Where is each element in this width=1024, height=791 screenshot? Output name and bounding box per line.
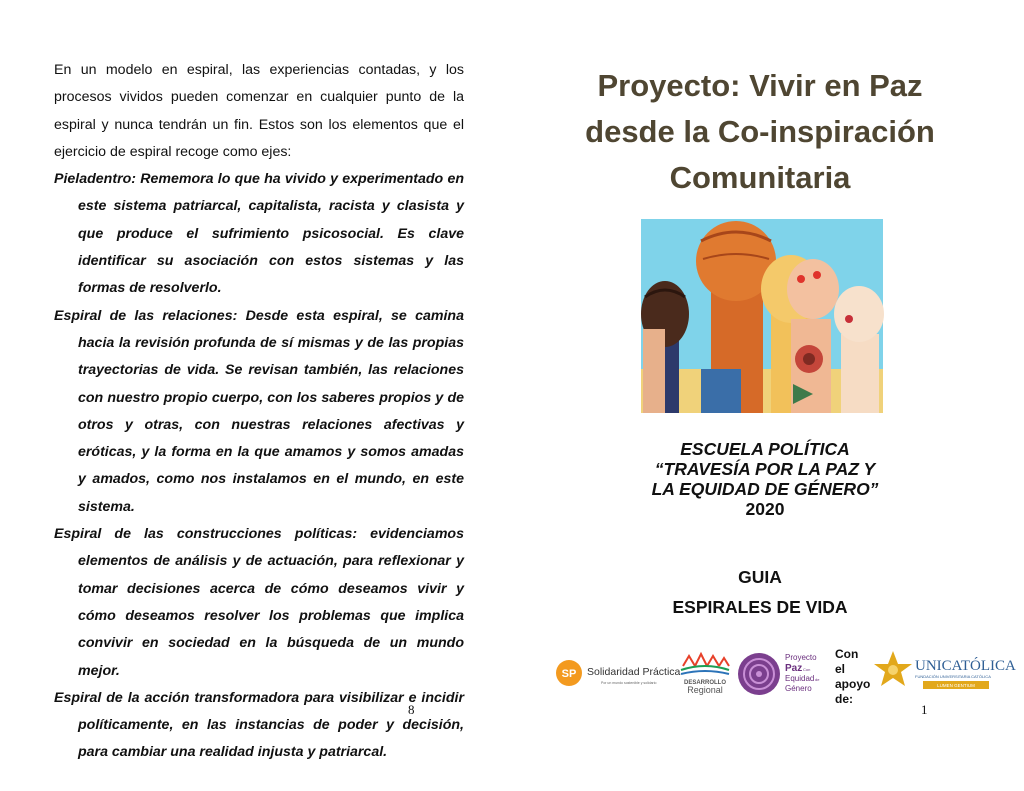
school-heading <box>600 439 930 519</box>
svg-text:de: de <box>815 677 820 682</box>
svg-text:Proyecto: Proyecto <box>785 653 817 662</box>
guide-line-2: ESPIRALES DE VIDA <box>672 597 848 617</box>
svg-text:Equidad: Equidad <box>785 674 815 683</box>
title-line-2: desde la Co-inspiración <box>585 113 935 149</box>
svg-text:Paz: Paz <box>785 663 803 674</box>
raised-fists-image <box>641 219 883 413</box>
svg-text:Regional: Regional <box>687 685 723 695</box>
element-espiral-relaciones: Espiral de las relaciones: Desde esta espiral, se camina hacia la revisión profunda de sí mismas y de las propias trayectorias de vida. Se revisan también, las relaciones con nuestro propio cuerpo, con los saberes propios y de otros y otras, con nuestras relaciones afectivas y eróticas, y la forma en la que amamos y somos amadas y amados, como nos instalamos en el mundo, en este sistema. <box>54 307 464 515</box>
solidaridad-practica-logo <box>555 657 681 691</box>
svg-text:SP: SP <box>561 668 577 680</box>
apoyo-line-2: apoyo <box>835 677 871 691</box>
svg-text:DESARROLLO: DESARROLLO <box>684 680 726 686</box>
unicatolica-logo <box>873 646 1016 698</box>
guide-heading <box>600 562 920 622</box>
title-line-3: Comunitaria <box>669 159 851 195</box>
element-espiral-construcciones: Espiral de las construcciones políticas: evidenciamos elementos de análisis y de actuación, para reflexionar y tomar decisiones acerca de cómo deseamos vivir y cómo deseamos resolver los problemas que implica convivir en sociedad en la búsqueda de un mundo mejor. <box>54 526 464 679</box>
school-line-2: “TRAVESÍA POR LA PAZ Y <box>654 459 876 479</box>
cover-title <box>555 63 965 201</box>
apoyo-line-3: de: <box>835 692 853 706</box>
proyecto-paz-logo <box>737 648 833 700</box>
svg-text:Con: Con <box>803 667 811 672</box>
page-number-right: 1 <box>921 702 928 717</box>
school-line-3: LA EQUIDAD DE GÉNERO” <box>651 479 879 499</box>
school-year: 2020 <box>745 499 785 519</box>
apoyo-line-1: Con el <box>835 647 859 676</box>
left-page <box>54 57 464 767</box>
page-number-left: 8 <box>408 702 415 717</box>
element-espiral-accion: Espiral de la acción transformadora para visibilizar e incidir políticamente, en las instancias de poder y decisión, para cambiar una realidad injusta y patriarcal. <box>54 689 464 761</box>
svg-text:Por un mundo sostenible y soli: Por un mundo sostenible y solidario <box>601 681 657 685</box>
school-line-1: ESCUELA POLÍTICA <box>680 439 850 459</box>
guide-line-1: GUIA <box>738 567 782 587</box>
svg-text:LUMEN GENTIUM: LUMEN GENTIUM <box>937 683 975 688</box>
svg-text:Solidaridad Práctica: Solidaridad Práctica <box>587 666 681 678</box>
svg-text:FUNDACIÓN UNIVERSITARIA CATÓLI: FUNDACIÓN UNIVERSITARIA CATÓLICA <box>915 674 991 679</box>
element-pieladentro: Pieladentro: Rememora lo que ha vivido y experimentado en este sistema patriarcal, capitalista, racista y clasista y que produce el sufrimiento psicosocial. Es clave identificar su asociación con estos sistemas y las formas de resolverlo. <box>54 171 464 297</box>
sponsor-logos <box>551 644 1016 706</box>
svg-text:Género: Género <box>785 684 812 693</box>
desarrollo-regional-logo <box>677 648 733 698</box>
con-el-apoyo-label <box>835 647 871 706</box>
svg-text:UNICATÓLICA: UNICATÓLICA <box>915 658 1016 674</box>
title-line-1: Proyecto: Vivir en Paz <box>597 67 923 103</box>
intro-paragraph: En un modelo en espiral, las experiencias contadas, y los procesos vividos pueden comenzar en cualquier punto de la espiral y nunca tendrán un fin. Estos son los elementos que el ejercicio de espiral recoge como ejes: <box>54 62 464 160</box>
